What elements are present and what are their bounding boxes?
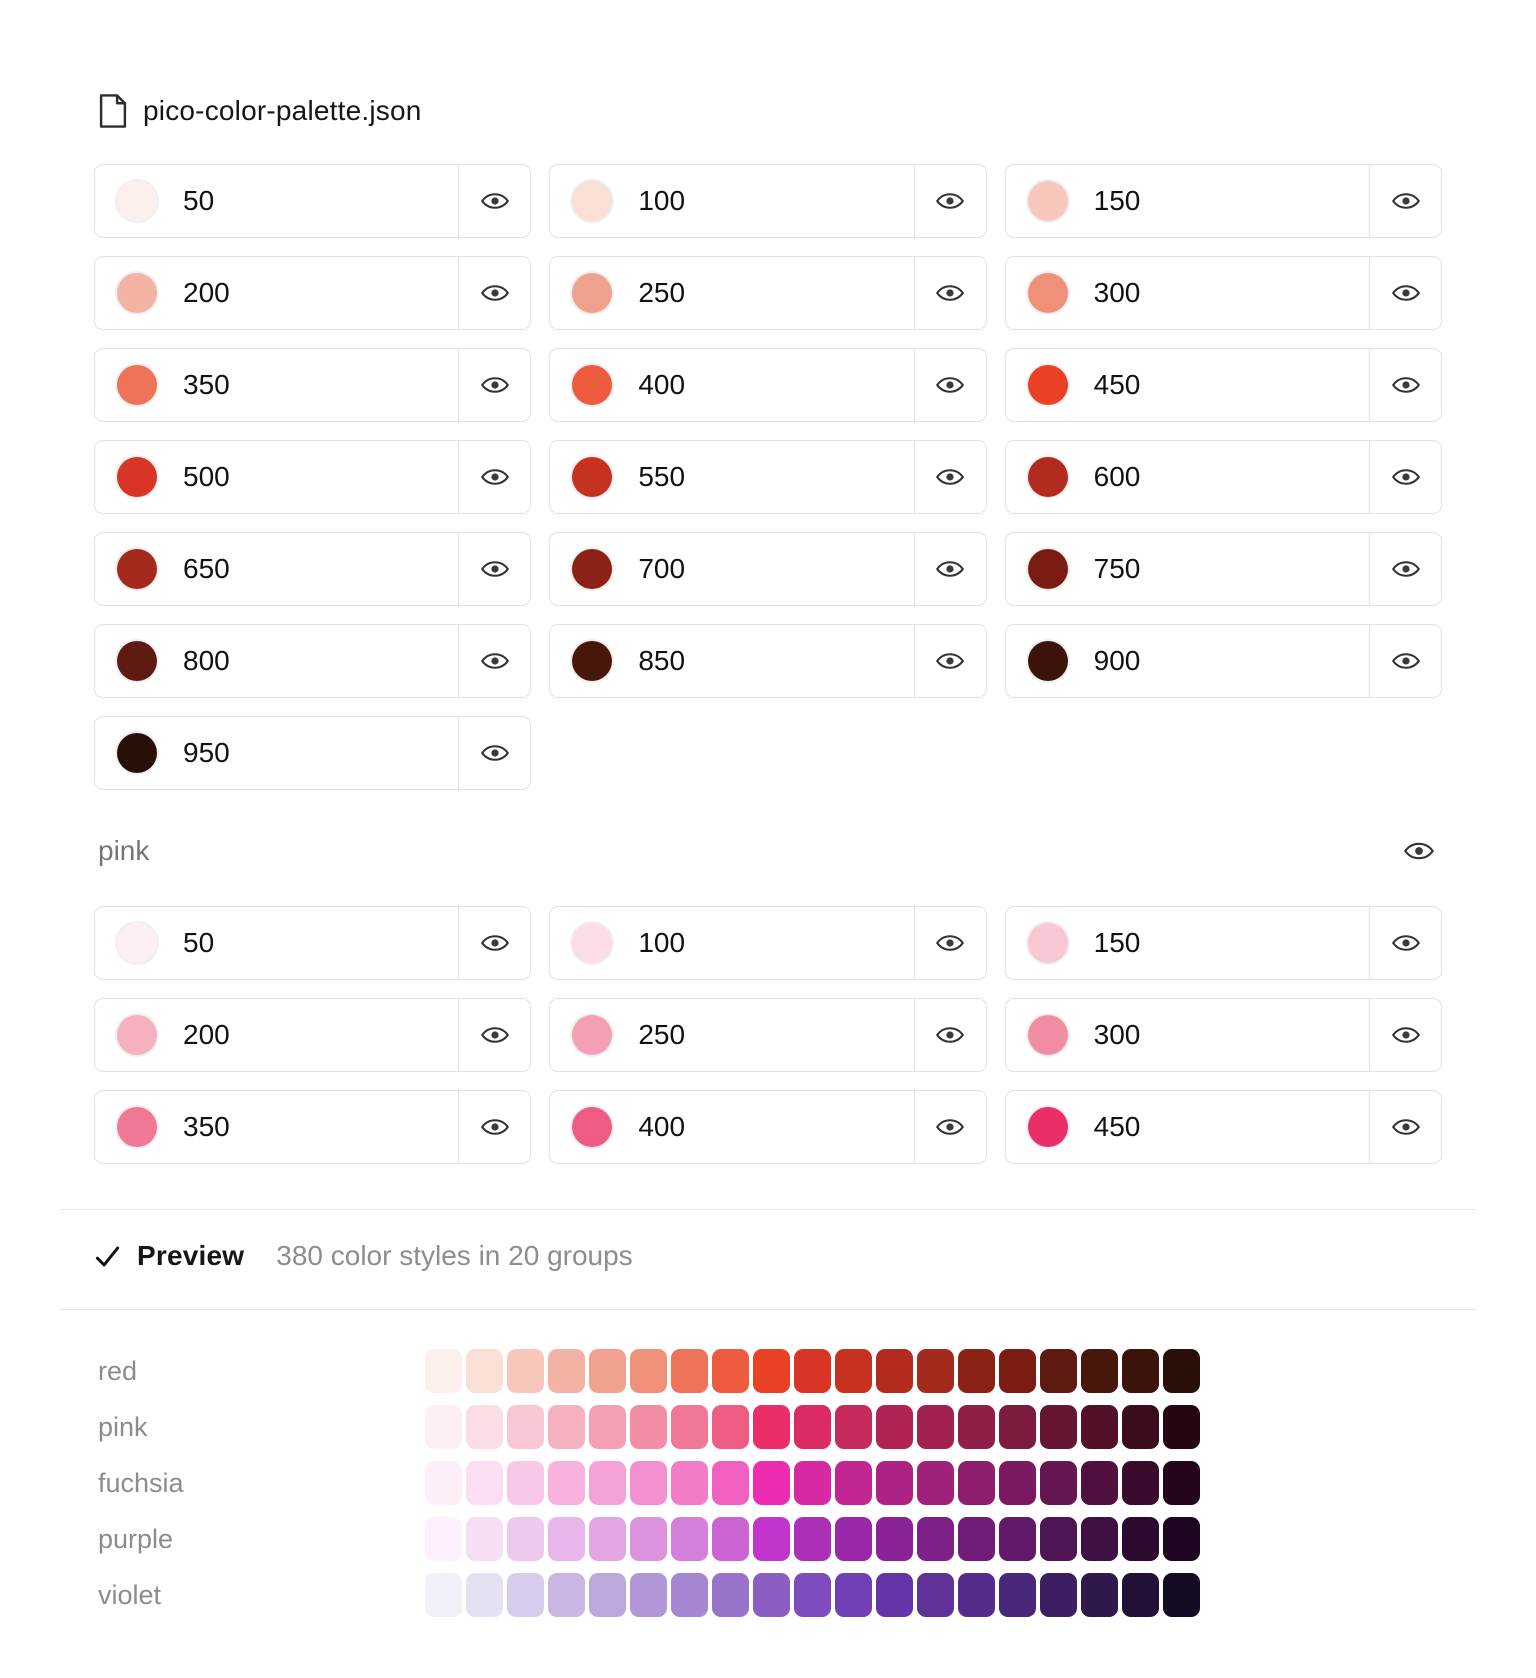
color-chip [753, 1573, 790, 1617]
color-circle [1028, 181, 1068, 221]
color-chip [548, 1573, 585, 1617]
color-chip [712, 1405, 749, 1449]
color-circle [572, 365, 612, 405]
shade-label: 200 [183, 277, 230, 308]
color-chip [999, 1517, 1036, 1561]
strip-row-fuchsia [60, 1455, 1476, 1511]
color-chip [835, 1349, 872, 1393]
color-chip [1040, 1461, 1077, 1505]
swatch-row[interactable] [549, 998, 986, 1072]
strip-group-name: red [98, 1355, 138, 1386]
color-chip [876, 1573, 913, 1617]
color-circle [572, 1107, 612, 1147]
color-chip [630, 1405, 667, 1449]
color-circle [572, 457, 612, 497]
strip-row-purple [60, 1511, 1476, 1567]
color-chip [753, 1349, 790, 1393]
shade-label: 300 [1093, 1019, 1141, 1050]
eye-icon [1392, 1025, 1420, 1045]
color-circle [1028, 273, 1068, 313]
color-chip [753, 1405, 790, 1449]
color-circle [117, 733, 157, 773]
color-chip [1081, 1461, 1118, 1505]
color-chip [958, 1405, 995, 1449]
eye-icon [1392, 191, 1420, 211]
color-chip [671, 1349, 708, 1393]
color-chip [712, 1349, 749, 1393]
eye-icon [481, 651, 509, 671]
color-chip [589, 1461, 626, 1505]
color-chip [1040, 1405, 1077, 1449]
color-chip [794, 1405, 831, 1449]
color-chip [548, 1405, 585, 1449]
swatch-visibility-toggle[interactable] [914, 999, 986, 1071]
swatch-visibility-toggle[interactable] [914, 349, 986, 421]
swatch-row[interactable] [1005, 348, 1442, 422]
shade-label: 600 [1093, 461, 1141, 492]
chip-strip [425, 1349, 1200, 1393]
color-circle [572, 273, 612, 313]
color-circle [1028, 457, 1068, 497]
color-chip [507, 1517, 544, 1561]
eye-icon [1392, 467, 1420, 487]
eye-icon [936, 467, 964, 487]
strip-row-red [60, 1343, 1476, 1399]
shade-label: 850 [638, 645, 686, 676]
swatch-visibility-toggle[interactable] [914, 907, 986, 979]
swatch-visibility-toggle[interactable] [1369, 349, 1441, 421]
color-circle [117, 365, 157, 405]
divider [60, 1309, 1476, 1310]
swatch-visibility-toggle[interactable] [1369, 1091, 1441, 1163]
shade-label: 450 [1093, 1111, 1141, 1142]
color-chip [1163, 1405, 1200, 1449]
color-chip [507, 1405, 544, 1449]
color-circle [117, 457, 157, 497]
color-circle [1028, 641, 1068, 681]
color-chip [835, 1517, 872, 1561]
color-chip [794, 1573, 831, 1617]
swatch-row[interactable] [549, 532, 986, 606]
color-chip [1163, 1517, 1200, 1561]
color-chip [630, 1573, 667, 1617]
preview-summary: 380 color styles in 20 groups [276, 1240, 633, 1271]
eye-icon [936, 191, 964, 211]
swatch-row[interactable] [94, 906, 531, 980]
color-chip [466, 1349, 503, 1393]
shade-label: 250 [638, 277, 686, 308]
preview-row [94, 1234, 1442, 1278]
swatch-row[interactable] [94, 1090, 531, 1164]
shade-label: 50 [183, 185, 215, 216]
color-circle [572, 181, 612, 221]
swatch-visibility-toggle[interactable] [1369, 907, 1441, 979]
swatch-visibility-toggle[interactable] [1369, 999, 1441, 1071]
shade-label: 150 [1093, 927, 1141, 958]
eye-icon [936, 651, 964, 671]
color-chip [794, 1349, 831, 1393]
eye-icon [1392, 283, 1420, 303]
color-chip [958, 1517, 995, 1561]
swatch-visibility-toggle[interactable] [1369, 257, 1441, 329]
color-chip [712, 1461, 749, 1505]
swatch-row[interactable] [1005, 624, 1442, 698]
swatch-visibility-toggle[interactable] [458, 257, 530, 329]
strip-row-violet [60, 1567, 1476, 1623]
swatch-row[interactable] [1005, 998, 1442, 1072]
eye-icon [936, 933, 964, 953]
color-chip [1122, 1349, 1159, 1393]
color-chip [589, 1573, 626, 1617]
color-chip [548, 1349, 585, 1393]
swatch-row[interactable] [549, 624, 986, 698]
color-chip [999, 1573, 1036, 1617]
eye-icon [936, 283, 964, 303]
check-icon [94, 1243, 121, 1270]
color-circle [1028, 1015, 1068, 1055]
swatch-grid-pink [94, 906, 1442, 1164]
swatch-visibility-toggle[interactable] [914, 625, 986, 697]
shade-label: 650 [183, 553, 230, 584]
shade-label: 350 [183, 1111, 230, 1142]
eye-icon [481, 1025, 509, 1045]
color-chip [548, 1517, 585, 1561]
color-circle [117, 923, 157, 963]
color-chip [835, 1461, 872, 1505]
group-header-pink [98, 832, 1434, 870]
strip-group-name: fuchsia [98, 1467, 184, 1498]
color-chip [917, 1461, 954, 1505]
color-circle [572, 549, 612, 589]
color-chip [876, 1349, 913, 1393]
color-chip [630, 1517, 667, 1561]
swatch-visibility-toggle[interactable] [458, 349, 530, 421]
preview-checkbox[interactable] [94, 1243, 121, 1270]
divider [60, 1209, 1476, 1210]
shade-label: 200 [183, 1019, 230, 1050]
strip-group-name: pink [98, 1411, 148, 1442]
swatch-row[interactable] [549, 1090, 986, 1164]
color-chip [1040, 1573, 1077, 1617]
swatch-row[interactable] [1005, 440, 1442, 514]
eye-icon [481, 1117, 509, 1137]
color-chip [507, 1349, 544, 1393]
swatch-row[interactable] [1005, 532, 1442, 606]
shade-label: 400 [638, 369, 686, 400]
group-visibility-toggle[interactable] [1404, 840, 1434, 862]
color-chip [466, 1573, 503, 1617]
color-chip [671, 1573, 708, 1617]
color-circle [117, 273, 157, 313]
swatch-row[interactable] [94, 256, 531, 330]
eye-icon [481, 933, 509, 953]
color-chip [753, 1517, 790, 1561]
file-header[interactable] [0, 0, 1536, 128]
shade-label: 550 [638, 461, 686, 492]
shade-label: 400 [638, 1111, 686, 1142]
color-circle [1028, 365, 1068, 405]
swatch-visibility-toggle[interactable] [458, 441, 530, 513]
color-chip [425, 1461, 462, 1505]
shade-label: 900 [1093, 645, 1141, 676]
swatch-row[interactable] [94, 164, 531, 238]
color-chip [1081, 1349, 1118, 1393]
color-chip [466, 1517, 503, 1561]
swatch-row[interactable] [94, 532, 531, 606]
color-chip [1122, 1517, 1159, 1561]
color-chip [1122, 1461, 1159, 1505]
color-chip [917, 1405, 954, 1449]
eye-icon [481, 191, 509, 211]
color-circle [117, 181, 157, 221]
color-chip [999, 1349, 1036, 1393]
palette-preview-strips [60, 1343, 1476, 1623]
color-circle [1028, 923, 1068, 963]
swatch-row[interactable] [94, 348, 531, 422]
color-chip [671, 1461, 708, 1505]
color-chip [425, 1405, 462, 1449]
eye-icon [481, 467, 509, 487]
color-chip [425, 1573, 462, 1617]
shade-label: 700 [638, 553, 686, 584]
swatch-row[interactable] [1005, 164, 1442, 238]
color-chip [589, 1405, 626, 1449]
color-circle [117, 641, 157, 681]
shade-label: 800 [183, 645, 230, 676]
color-chip [794, 1461, 831, 1505]
preview-label: Preview [137, 1240, 245, 1271]
swatch-visibility-toggle[interactable] [458, 625, 530, 697]
swatch-visibility-toggle[interactable] [458, 533, 530, 605]
swatch-visibility-toggle[interactable] [458, 999, 530, 1071]
swatch-visibility-toggle[interactable] [914, 533, 986, 605]
eye-icon [1392, 375, 1420, 395]
eye-icon [936, 559, 964, 579]
color-chip [999, 1405, 1036, 1449]
eye-icon [1404, 840, 1434, 862]
color-circle [117, 549, 157, 589]
color-chip [425, 1517, 462, 1561]
strip-group-name: purple [98, 1523, 174, 1554]
swatch-visibility-toggle[interactable] [914, 441, 986, 513]
shade-label: 950 [183, 737, 230, 768]
eye-icon [1392, 933, 1420, 953]
color-chip [1040, 1517, 1077, 1561]
swatch-visibility-toggle[interactable] [458, 907, 530, 979]
eye-icon [481, 559, 509, 579]
swatch-row[interactable] [1005, 906, 1442, 980]
strip-row-pink [60, 1399, 1476, 1455]
file-name: pico-color-palette.json [143, 95, 422, 126]
shade-label: 750 [1093, 553, 1141, 584]
shade-label: 300 [1093, 277, 1141, 308]
color-chip [917, 1573, 954, 1617]
swatch-visibility-toggle[interactable] [458, 1091, 530, 1163]
color-chip [876, 1517, 913, 1561]
color-circle [1028, 1107, 1068, 1147]
shade-label: 100 [638, 185, 686, 216]
swatch-visibility-toggle[interactable] [914, 1091, 986, 1163]
color-chip [835, 1405, 872, 1449]
chip-strip [425, 1573, 1200, 1617]
swatch-visibility-toggle[interactable] [1369, 533, 1441, 605]
color-circle [117, 1107, 157, 1147]
shade-label: 500 [183, 461, 230, 492]
swatch-row[interactable] [549, 348, 986, 422]
group-name: pink [98, 835, 150, 866]
eye-icon [481, 375, 509, 395]
eye-icon [936, 1117, 964, 1137]
color-chip [917, 1517, 954, 1561]
color-chip [958, 1461, 995, 1505]
swatch-row[interactable] [94, 624, 531, 698]
color-chip [794, 1517, 831, 1561]
swatch-row[interactable] [549, 906, 986, 980]
eye-icon [1392, 1117, 1420, 1137]
eye-icon [1392, 559, 1420, 579]
swatch-row[interactable] [549, 164, 986, 238]
color-chip [958, 1349, 995, 1393]
eye-icon [936, 375, 964, 395]
swatch-visibility-toggle[interactable] [914, 257, 986, 329]
color-chip [1163, 1461, 1200, 1505]
color-chip [671, 1517, 708, 1561]
color-circle [1028, 549, 1068, 589]
color-chip [712, 1517, 749, 1561]
chip-strip [425, 1517, 1200, 1561]
color-chip [1040, 1349, 1077, 1393]
color-chip [425, 1349, 462, 1393]
color-chip [1163, 1349, 1200, 1393]
color-chip [876, 1461, 913, 1505]
color-groups [0, 164, 1536, 1164]
color-chip [589, 1517, 626, 1561]
shade-label: 350 [183, 369, 230, 400]
swatch-row[interactable] [1005, 1090, 1442, 1164]
shade-label: 100 [638, 927, 686, 958]
color-chip [1081, 1573, 1118, 1617]
eye-icon [481, 283, 509, 303]
color-chip [835, 1573, 872, 1617]
color-chip [1122, 1405, 1159, 1449]
color-chip [1163, 1573, 1200, 1617]
swatch-visibility-toggle[interactable] [458, 165, 530, 237]
color-circle [572, 923, 612, 963]
eye-icon [481, 743, 509, 763]
swatch-row[interactable] [549, 440, 986, 514]
color-chip [548, 1461, 585, 1505]
color-circle [572, 1015, 612, 1055]
document-icon [98, 94, 128, 128]
shade-label: 250 [638, 1019, 686, 1050]
color-chip [466, 1461, 503, 1505]
strip-group-name: violet [98, 1579, 162, 1610]
swatch-visibility-toggle[interactable] [1369, 165, 1441, 237]
swatch-visibility-toggle[interactable] [1369, 625, 1441, 697]
color-chip [507, 1461, 544, 1505]
swatch-visibility-toggle[interactable] [1369, 441, 1441, 513]
color-chip [507, 1573, 544, 1617]
color-chip [917, 1349, 954, 1393]
swatch-row[interactable] [94, 998, 531, 1072]
swatch-visibility-toggle[interactable] [914, 165, 986, 237]
eye-icon [936, 1025, 964, 1045]
swatch-visibility-toggle[interactable] [458, 717, 530, 789]
swatch-row[interactable] [1005, 256, 1442, 330]
color-chip [589, 1349, 626, 1393]
color-chip [958, 1573, 995, 1617]
color-chip [876, 1405, 913, 1449]
shade-label: 150 [1093, 185, 1141, 216]
color-chip [1081, 1517, 1118, 1561]
color-chip [753, 1461, 790, 1505]
chip-strip [425, 1405, 1200, 1449]
color-chip [712, 1573, 749, 1617]
swatch-grid [94, 164, 1442, 790]
chip-strip [425, 1461, 1200, 1505]
eye-icon [1392, 651, 1420, 671]
color-chip [466, 1405, 503, 1449]
color-chip [671, 1405, 708, 1449]
color-chip [999, 1461, 1036, 1505]
swatch-row[interactable] [549, 256, 986, 330]
shade-label: 450 [1093, 369, 1141, 400]
color-chip [630, 1349, 667, 1393]
swatch-row[interactable] [94, 716, 531, 790]
color-chip [630, 1461, 667, 1505]
color-circle [117, 1015, 157, 1055]
color-chip [1122, 1573, 1159, 1617]
swatch-row[interactable] [94, 440, 531, 514]
color-circle [572, 641, 612, 681]
color-chip [1081, 1405, 1118, 1449]
shade-label: 50 [183, 927, 215, 958]
